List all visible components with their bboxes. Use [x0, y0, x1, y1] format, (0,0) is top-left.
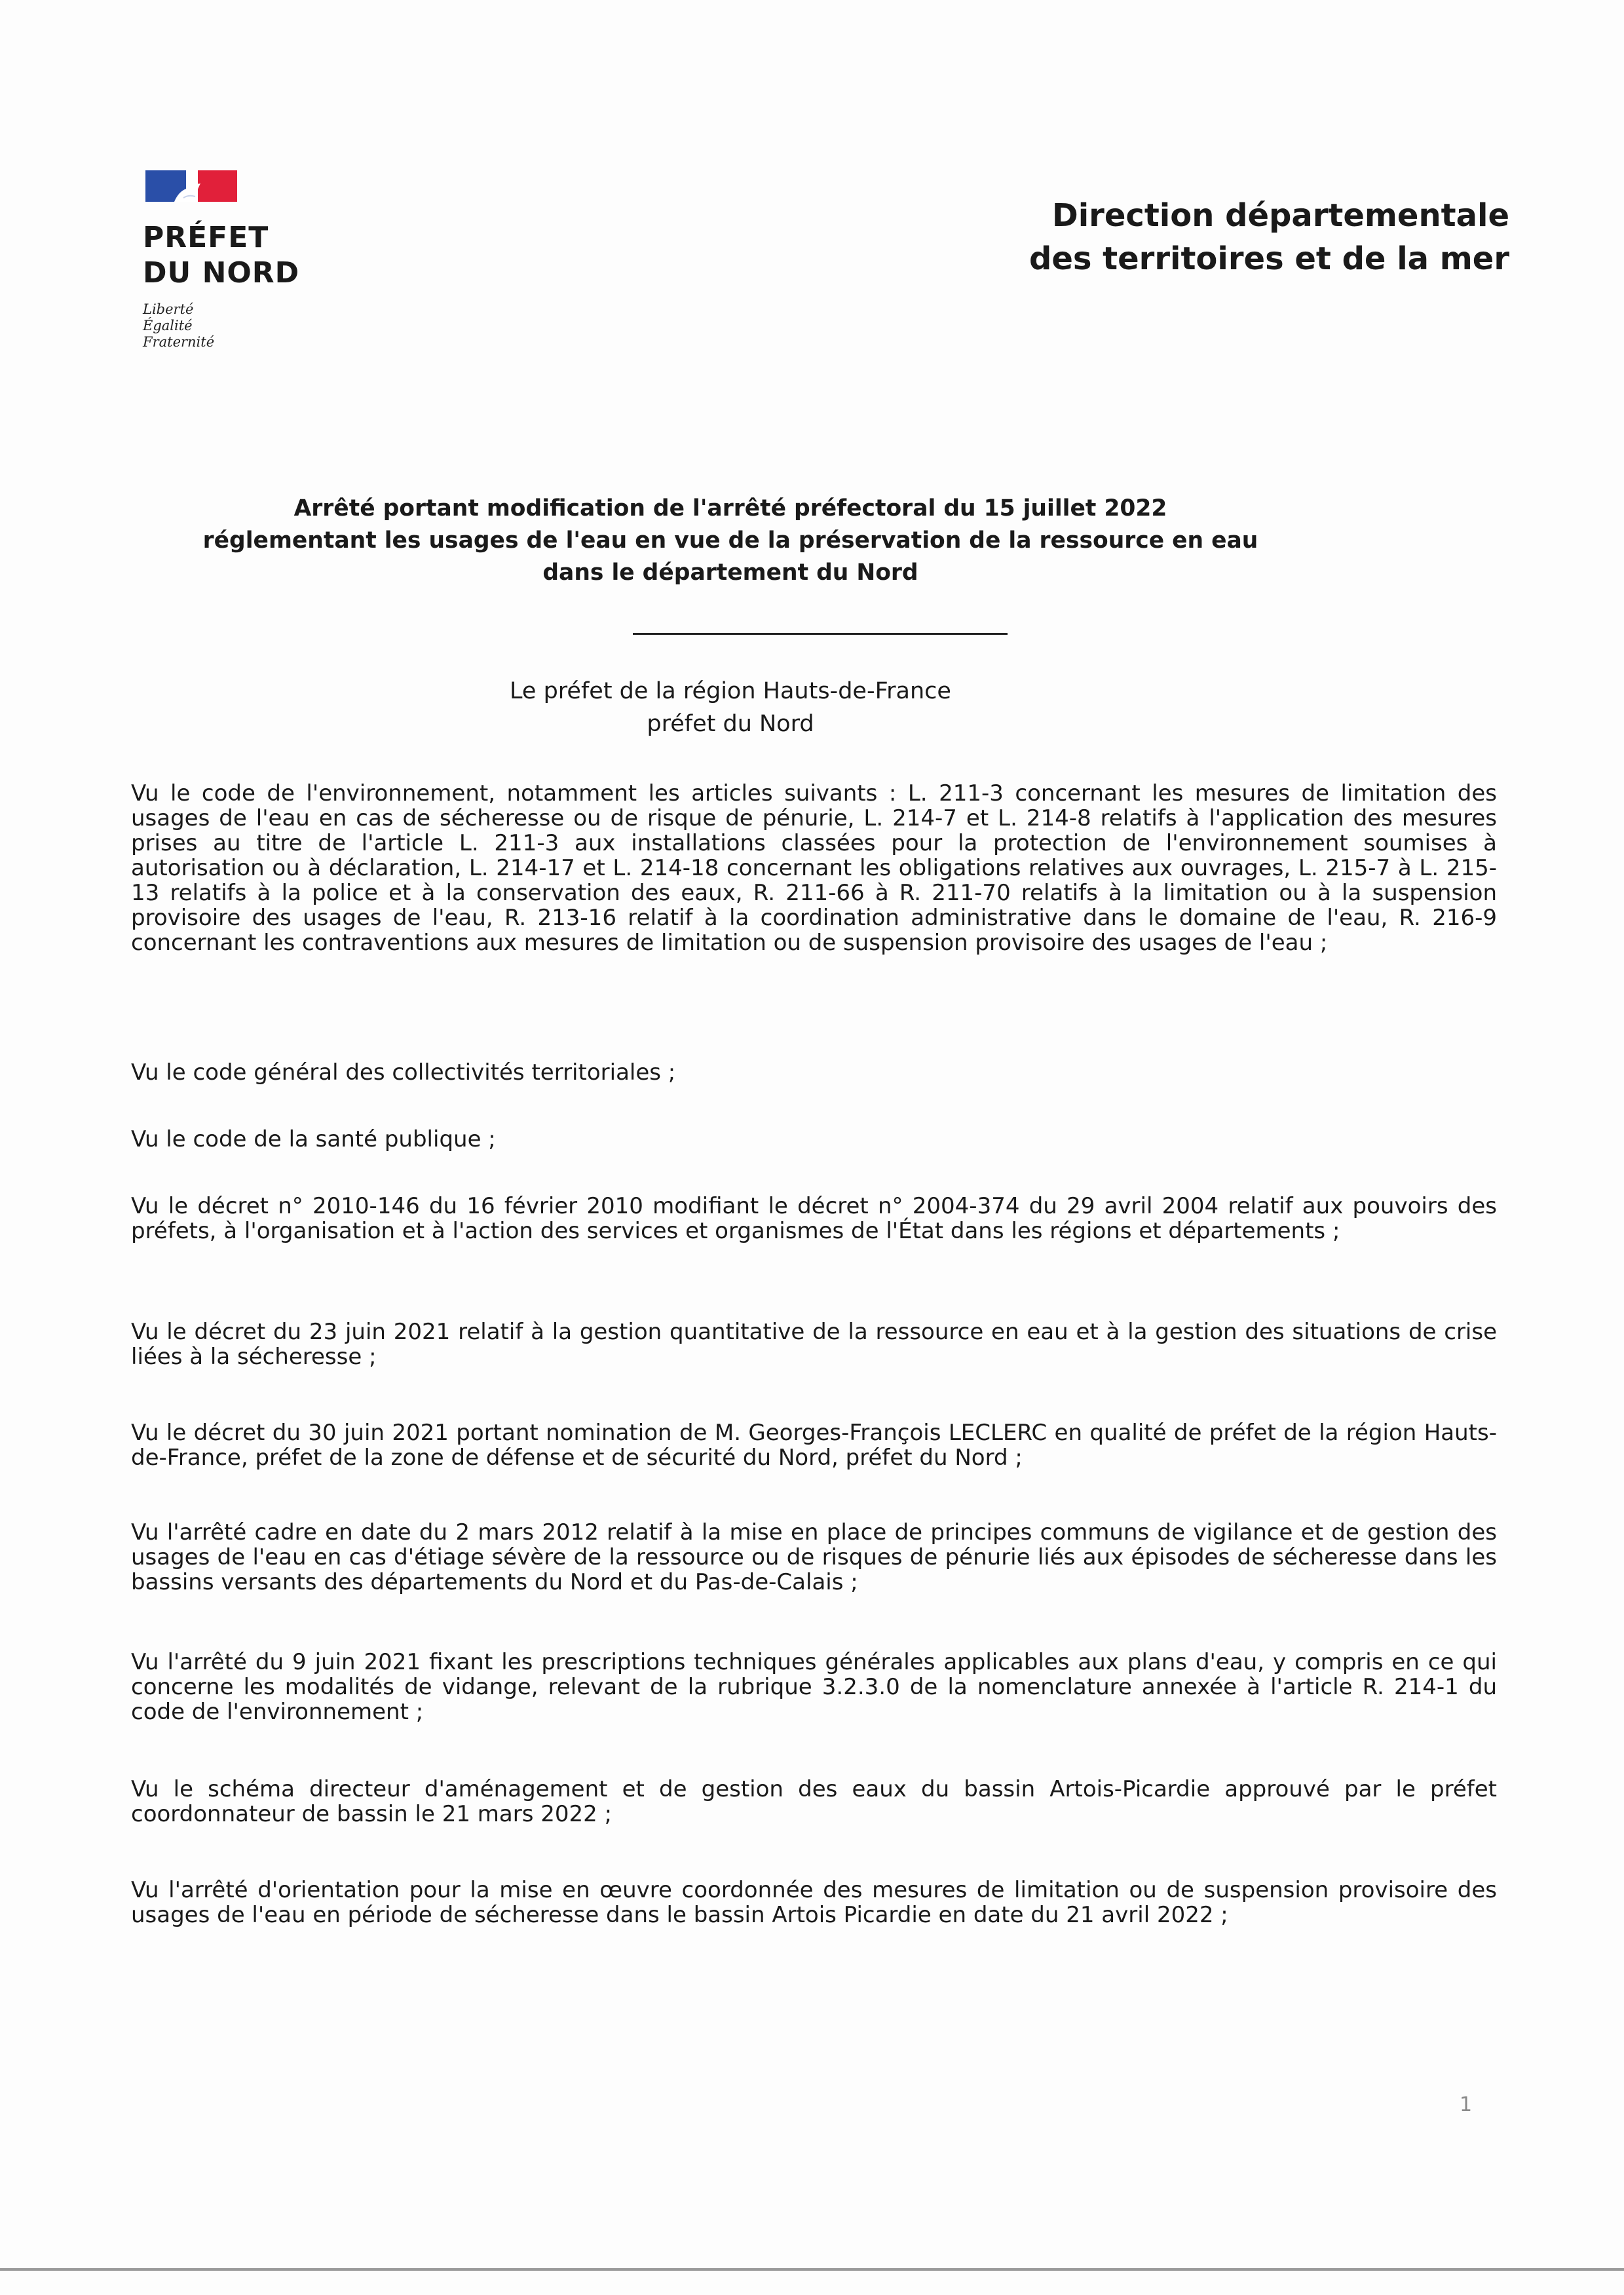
recital-environment-code: Vu le code de l'environnement, notamment les articles suivants : L. 211-3 concernant les mesures de limitation des usages de l'eau en cas de sécheresse ou de risque de pénurie, L. 214-7 et L. 214-8 relatifs à l'application des mesures prises au titre de l'article L. 211-3 aux installations classées pour la protection de l'environnement soumises à autorisation ou à déclaration, L. 214-17 et L. 214-18 concernant les obligations relatives aux ouvrages, L. 215-7 à L. 215-13 relatifs à la police et à la conservation des eaux, R. 211-66 à R. 211-70 relatifs à la limitation ou à la suspension provisoire des usages de l'eau, R. 213-16 relatif à la coordination administrative dans le domaine de l'eau, R. 216-9 concernant les contraventions aux mesures de limitation ou de suspension provisoire des usages de l'eau ; — [131, 780, 1497, 956]
recital-orientation-order-2022: Vu l'arrêté d'orientation pour la mise en œuvre coordonnée des mesures de limitation ou de suspension provisoire des usages de l'eau en période de sécheresse dans le bassin Artois Picardie en date du 21 avril 2022 ; — [131, 1877, 1497, 1928]
republic-motto — [143, 301, 379, 351]
decree-title-line3: dans le département du Nord — [542, 560, 918, 586]
decree-title — [197, 493, 1264, 589]
prefet-title — [143, 220, 379, 291]
recital-sdage-artois-picardie: Vu le schéma directeur d'aménagement et de gestion des eaux du bassin Artois-Picardie approuvé par le préfet coordonnateur de bassin le 21 mars 2022 ; — [131, 1776, 1497, 1827]
recital-decree-30-june-2021: Vu le décret du 30 juin 2021 portant nomination de M. Georges-François LECLERC en qualité de préfet de la région Hauts-de-France, préfet de la zone de défense et de sécurité du Nord, préfet du Nord ; — [131, 1420, 1497, 1471]
decree-title-line1: Arrêté portant modification de l'arrêté préfectoral du 15 juillet 2022 — [293, 495, 1167, 522]
issuing-authority — [262, 675, 1199, 740]
motto-fraternite: Fraternité — [143, 334, 215, 350]
prefet-title-line2: DU NORD — [143, 256, 300, 290]
recital-framework-order-2012: Vu l'arrêté cadre en date du 2 mars 2012 relatif à la mise en place de principes communs de vigilance et de gestion des usages de l'eau en cas d'étiage sévère de la ressource ou de risques de pénurie liés aux épisodes de sécheresse dans les bassins versants des départements du Nord et du Pas-de-Calais ; — [131, 1519, 1497, 1595]
title-divider — [633, 633, 1008, 635]
direction-line2: des territoires et de la mer — [1029, 240, 1509, 277]
issuing-direction — [1029, 194, 1509, 280]
motto-egalite: Égalité — [143, 318, 193, 333]
prefet-title-line1: PRÉFET — [143, 221, 269, 254]
recital-local-authorities-code: Vu le code général des collectivités territoriales ; — [131, 1059, 676, 1086]
recital-decree-23-june-2021: Vu le décret du 23 juin 2021 relatif à la gestion quantitative de la ressource en eau et à la gestion des situations de crise liées à la sécheresse ; — [131, 1319, 1497, 1370]
decree-title-line2: réglementant les usages de l'eau en vue de la préservation de la ressource en eau — [202, 527, 1258, 554]
prefet-logo-block — [143, 169, 379, 351]
recital-order-9-june-2021: Vu l'arrêté du 9 juin 2021 fixant les prescriptions techniques générales applicables aux plans d'eau, y compris en ce qui concerne les modalités de vidange, relevant de la rubrique 3.2.3.0 de la nomenclature annexée à l'article R. 214-1 du code de l'environnement ; — [131, 1649, 1497, 1725]
direction-line1: Direction départementale — [1051, 197, 1509, 234]
recital-decree-2010-146: Vu le décret n° 2010-146 du 16 février 2010 modifiant le décret n° 2004-374 du 29 avril 2004 relatif aux pouvoirs des préfets, à l'organisation et à l'action des services et organismes de l'État dans les régions et départements ; — [131, 1193, 1497, 1244]
marianne-flag-icon — [145, 169, 237, 203]
scan-bottom-edge — [0, 2268, 1624, 2271]
motto-liberte: Liberté — [143, 301, 194, 317]
authority-line2: préfet du Nord — [647, 711, 814, 737]
recital-public-health-code: Vu le code de la santé publique ; — [131, 1126, 496, 1152]
page-number: 1 — [1460, 2093, 1473, 2116]
authority-line1: Le préfet de la région Hauts-de-France — [510, 678, 951, 704]
